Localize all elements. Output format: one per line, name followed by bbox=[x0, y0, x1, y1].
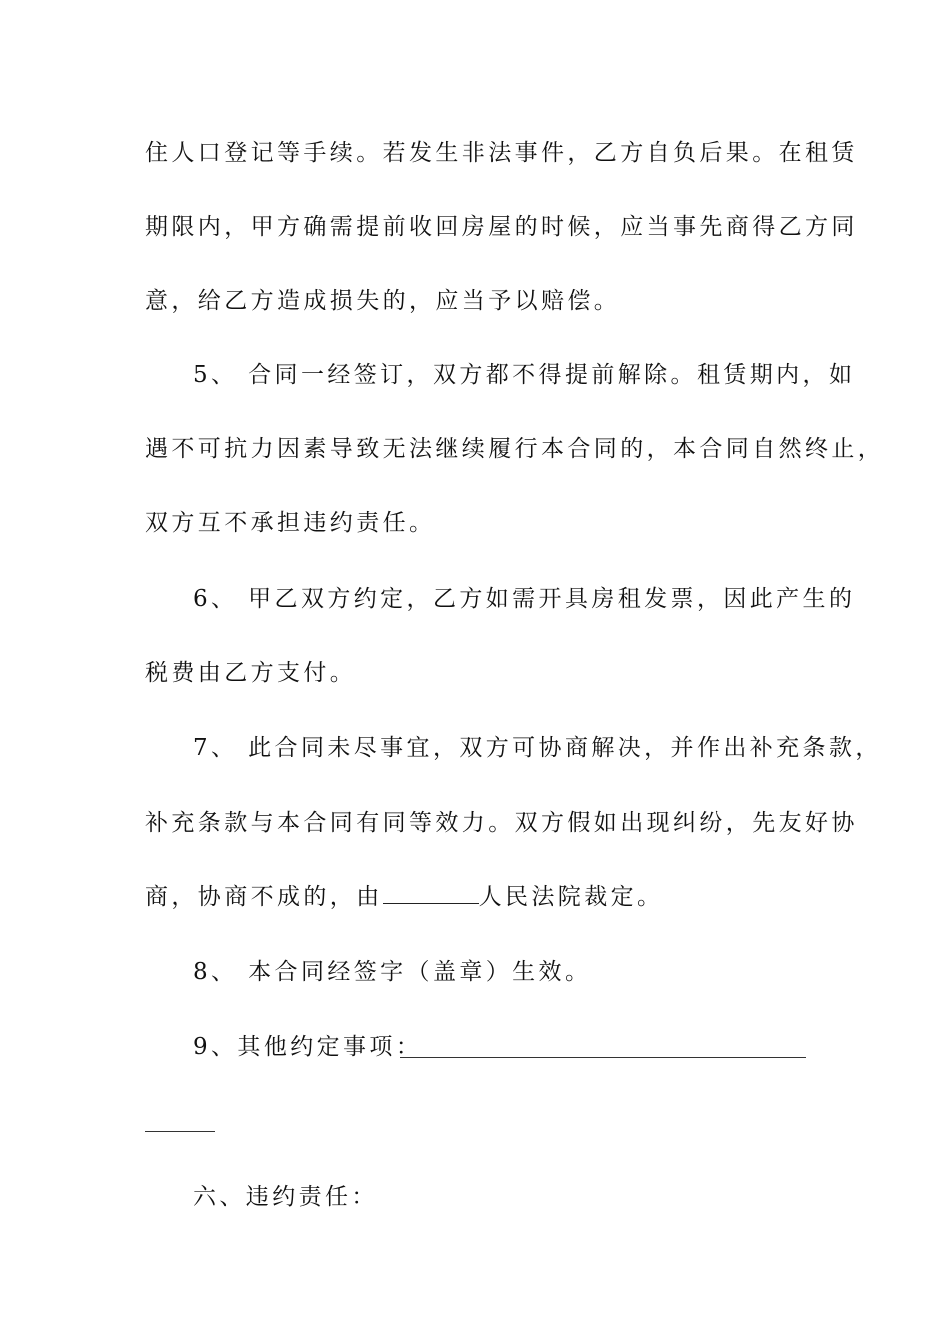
paragraph-line: 补充条款与本合同有同等效力。双方假如出现纠纷，先友好协 bbox=[145, 810, 858, 836]
clause-6-line: 6、 甲乙双方约定，乙方如需开具房租发票，因此产生的 bbox=[193, 586, 856, 612]
paragraph-line: 意，给乙方造成损失的，应当予以赔偿。 bbox=[145, 288, 621, 314]
clause-5-line: 5、 合同一经签订，双方都不得提前解除。租赁期内，如 bbox=[193, 362, 856, 388]
paragraph-line: 双方互不承担违约责任。 bbox=[145, 510, 436, 536]
clause-7-line: 7、 此合同未尽事宜，双方可协商解决，并作出补充条款， bbox=[193, 735, 882, 761]
court-text-after: 人民法院裁定。 bbox=[478, 884, 664, 910]
section-heading-breach: 六、违约责任： bbox=[193, 1184, 378, 1210]
other-matters-blank[interactable] bbox=[400, 1057, 806, 1058]
paragraph-line: 遇不可抗力因素导致无法继续履行本合同的，本合同自然终止， bbox=[145, 436, 885, 462]
other-matters-blank-continued[interactable] bbox=[145, 1131, 215, 1132]
paragraph-line: 住人口登记等手续。若发生非法事件，乙方自负后果。在租赁 bbox=[145, 140, 858, 166]
court-clause-line bbox=[145, 882, 835, 912]
clause-8-line: 8、 本合同经签字（盖章）生效。 bbox=[193, 959, 592, 985]
clause-9-line: 9、其他约定事项： bbox=[193, 1034, 423, 1060]
court-name-blank[interactable] bbox=[383, 883, 479, 904]
court-text-before: 商，协商不成的，由 bbox=[145, 884, 383, 910]
paragraph-line: 税费由乙方支付。 bbox=[145, 660, 357, 686]
paragraph-line: 期限内，甲方确需提前收回房屋的时候，应当事先商得乙方同 bbox=[145, 214, 858, 240]
